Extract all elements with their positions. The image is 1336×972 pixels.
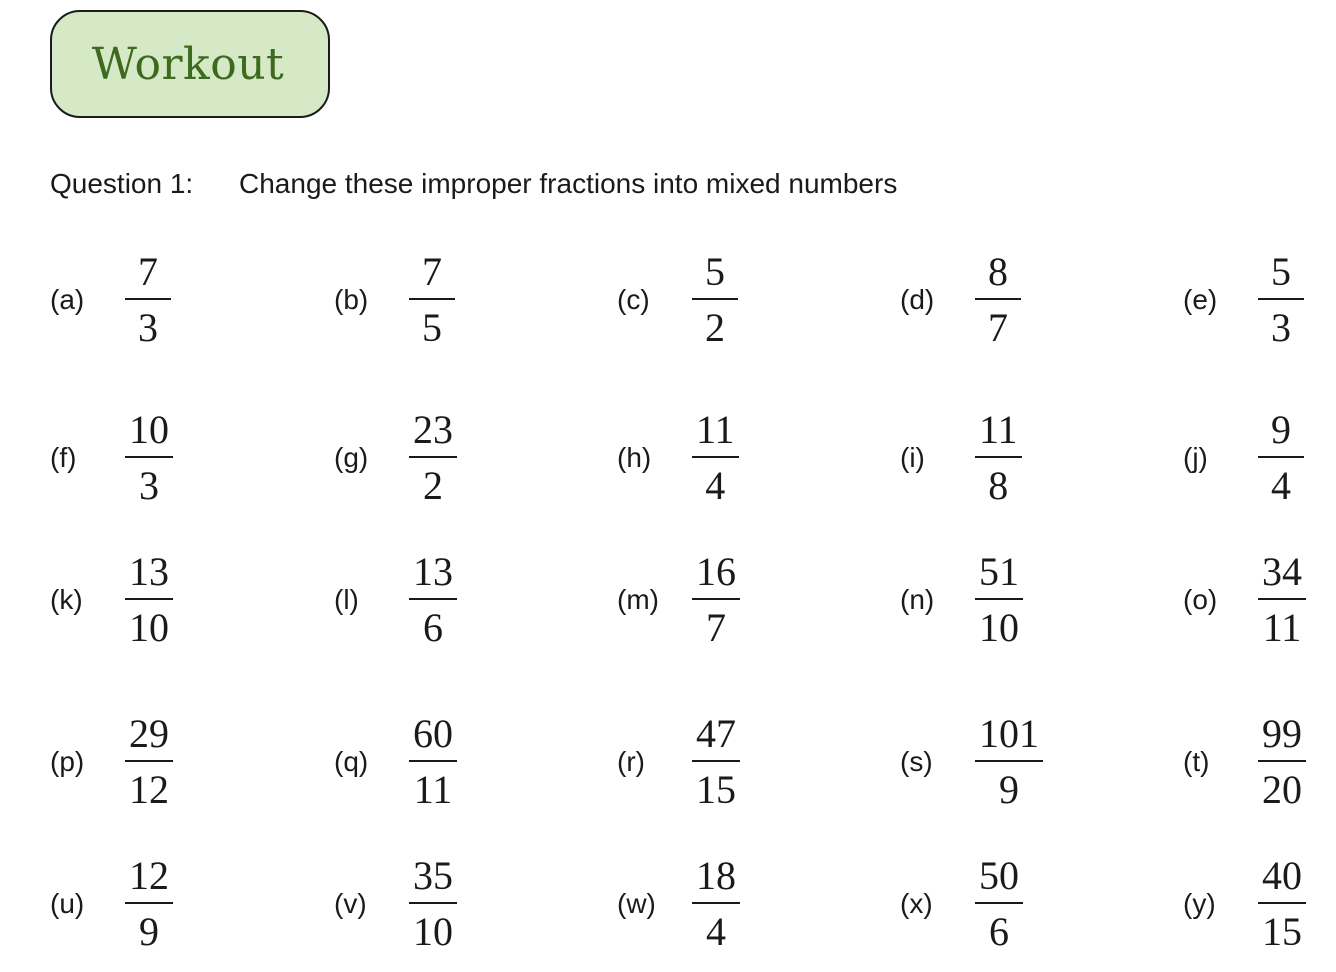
problem-label: (c) — [617, 284, 650, 315]
problem-item — [1183, 408, 1304, 508]
fraction-denominator: 12 — [129, 767, 169, 812]
fraction-denominator: 4 — [1271, 463, 1291, 508]
fraction-denominator: 15 — [1262, 909, 1302, 954]
fraction-denominator: 15 — [696, 767, 736, 812]
fraction-denominator: 4 — [706, 909, 726, 954]
problem-item — [50, 712, 173, 812]
fraction-numerator: 11 — [979, 407, 1018, 452]
problem-item — [617, 250, 738, 350]
problem-item — [1183, 712, 1306, 812]
fraction-numerator: 9 — [1271, 407, 1291, 452]
problem-label: (r) — [617, 746, 645, 777]
problem-label: (w) — [617, 888, 656, 919]
fraction — [1258, 407, 1304, 508]
problem-label: (m) — [617, 584, 659, 615]
fraction — [125, 853, 173, 954]
fraction — [1258, 711, 1306, 812]
problem-item — [900, 854, 1023, 954]
fraction-numerator: 8 — [988, 249, 1008, 294]
problem-label: (e) — [1183, 284, 1218, 315]
fraction-denominator: 9 — [999, 767, 1019, 812]
problem-label: (b) — [334, 284, 369, 315]
fraction-denominator: 2 — [423, 463, 443, 508]
problem-item — [1183, 250, 1304, 350]
fraction — [975, 249, 1021, 350]
problem-item — [50, 550, 173, 650]
problem-item — [617, 408, 739, 508]
fraction-denominator: 3 — [138, 305, 158, 350]
fraction — [692, 711, 740, 812]
fraction-numerator: 11 — [696, 407, 735, 452]
fraction-numerator: 99 — [1262, 711, 1302, 756]
fraction-denominator: 9 — [139, 909, 159, 954]
fraction-numerator: 50 — [979, 853, 1019, 898]
problem-item — [334, 712, 457, 812]
problem-label: (l) — [334, 584, 359, 615]
fraction-numerator: 13 — [413, 549, 453, 594]
fraction-numerator: 60 — [413, 711, 453, 756]
fraction — [409, 853, 457, 954]
fraction-denominator: 10 — [979, 605, 1019, 650]
problem-item — [900, 250, 1021, 350]
fraction-denominator: 20 — [1262, 767, 1302, 812]
fraction-denominator: 7 — [706, 605, 726, 650]
fraction — [975, 711, 1043, 812]
problem-label: (s) — [900, 746, 933, 777]
fraction-numerator: 13 — [129, 549, 169, 594]
fraction — [125, 711, 173, 812]
problem-label: (u) — [50, 888, 85, 919]
fraction-denominator: 11 — [413, 767, 453, 812]
fraction-numerator: 51 — [979, 549, 1019, 594]
problem-label: (g) — [334, 442, 369, 473]
fraction-denominator: 6 — [989, 909, 1009, 954]
problem-item — [900, 408, 1022, 508]
fraction-numerator: 10 — [129, 407, 169, 452]
workout-title: Workout — [91, 38, 285, 90]
fraction-numerator: 5 — [705, 249, 725, 294]
problem-item — [334, 854, 457, 954]
problem-label: (p) — [50, 746, 85, 777]
problem-label: (i) — [900, 442, 925, 473]
fraction-numerator: 18 — [696, 853, 736, 898]
fraction-numerator: 16 — [696, 549, 736, 594]
problem-label: (f) — [50, 442, 77, 473]
fraction — [692, 853, 740, 954]
problem-item — [50, 408, 173, 508]
fraction — [409, 249, 455, 350]
fraction-numerator: 29 — [129, 711, 169, 756]
problem-item — [334, 408, 457, 508]
fraction-denominator: 6 — [423, 605, 443, 650]
fraction-denominator: 10 — [129, 605, 169, 650]
fraction — [692, 549, 740, 650]
problem-label: (o) — [1183, 584, 1218, 615]
problem-label: (d) — [900, 284, 935, 315]
fraction — [1258, 549, 1306, 650]
fraction — [125, 407, 173, 508]
fraction — [409, 549, 457, 650]
fraction — [409, 711, 457, 812]
problem-label: (j) — [1183, 442, 1208, 473]
fraction-numerator: 7 — [138, 249, 158, 294]
fraction-denominator: 8 — [988, 463, 1009, 508]
fraction — [975, 853, 1023, 954]
problem-item — [1183, 854, 1306, 954]
problem-item — [50, 250, 171, 350]
fraction — [692, 407, 739, 508]
problem-label: (a) — [50, 284, 85, 315]
fraction-numerator: 5 — [1271, 249, 1291, 294]
problem-item — [617, 712, 740, 812]
fraction — [125, 549, 173, 650]
problem-label: (y) — [1183, 888, 1216, 919]
fraction-numerator: 34 — [1262, 549, 1302, 594]
fraction-denominator: 3 — [1271, 305, 1291, 350]
fraction — [1258, 853, 1306, 954]
fraction-denominator: 3 — [139, 463, 159, 508]
problem-label: (v) — [334, 888, 367, 919]
fraction-denominator: 2 — [705, 305, 725, 350]
fraction-numerator: 23 — [413, 407, 453, 452]
question-instruction: Change these improper fractions into mixed numbers — [239, 168, 898, 199]
problem-item — [1183, 550, 1306, 650]
fraction — [409, 407, 457, 508]
problem-item — [617, 550, 740, 650]
problem-label: (t) — [1183, 746, 1210, 777]
problem-item — [50, 854, 173, 954]
problem-label: (x) — [900, 888, 933, 919]
fraction-numerator: 101 — [979, 711, 1039, 756]
problem-label: (q) — [334, 746, 369, 777]
fraction-denominator: 4 — [705, 463, 726, 508]
problem-item — [900, 550, 1023, 650]
problem-label: (n) — [900, 584, 935, 615]
fraction-numerator: 35 — [413, 853, 453, 898]
fraction-numerator: 40 — [1262, 853, 1302, 898]
problem-item — [334, 250, 455, 350]
fraction-numerator: 7 — [422, 249, 442, 294]
fraction-numerator: 12 — [129, 853, 169, 898]
problem-label: (h) — [617, 442, 652, 473]
fraction-denominator: 5 — [422, 305, 442, 350]
fraction — [125, 249, 171, 350]
problem-item — [334, 550, 457, 650]
fraction-numerator: 47 — [696, 711, 736, 756]
problem-item — [900, 712, 1043, 812]
fraction — [975, 407, 1022, 508]
fraction — [975, 549, 1023, 650]
problem-label: (k) — [50, 584, 83, 615]
fraction-denominator: 7 — [988, 305, 1008, 350]
question-number: Question 1: — [50, 168, 194, 199]
problem-item — [617, 854, 740, 954]
fraction — [692, 249, 738, 350]
fraction-denominator: 11 — [1262, 605, 1302, 650]
fraction-denominator: 10 — [413, 909, 453, 954]
fraction — [1258, 249, 1304, 350]
